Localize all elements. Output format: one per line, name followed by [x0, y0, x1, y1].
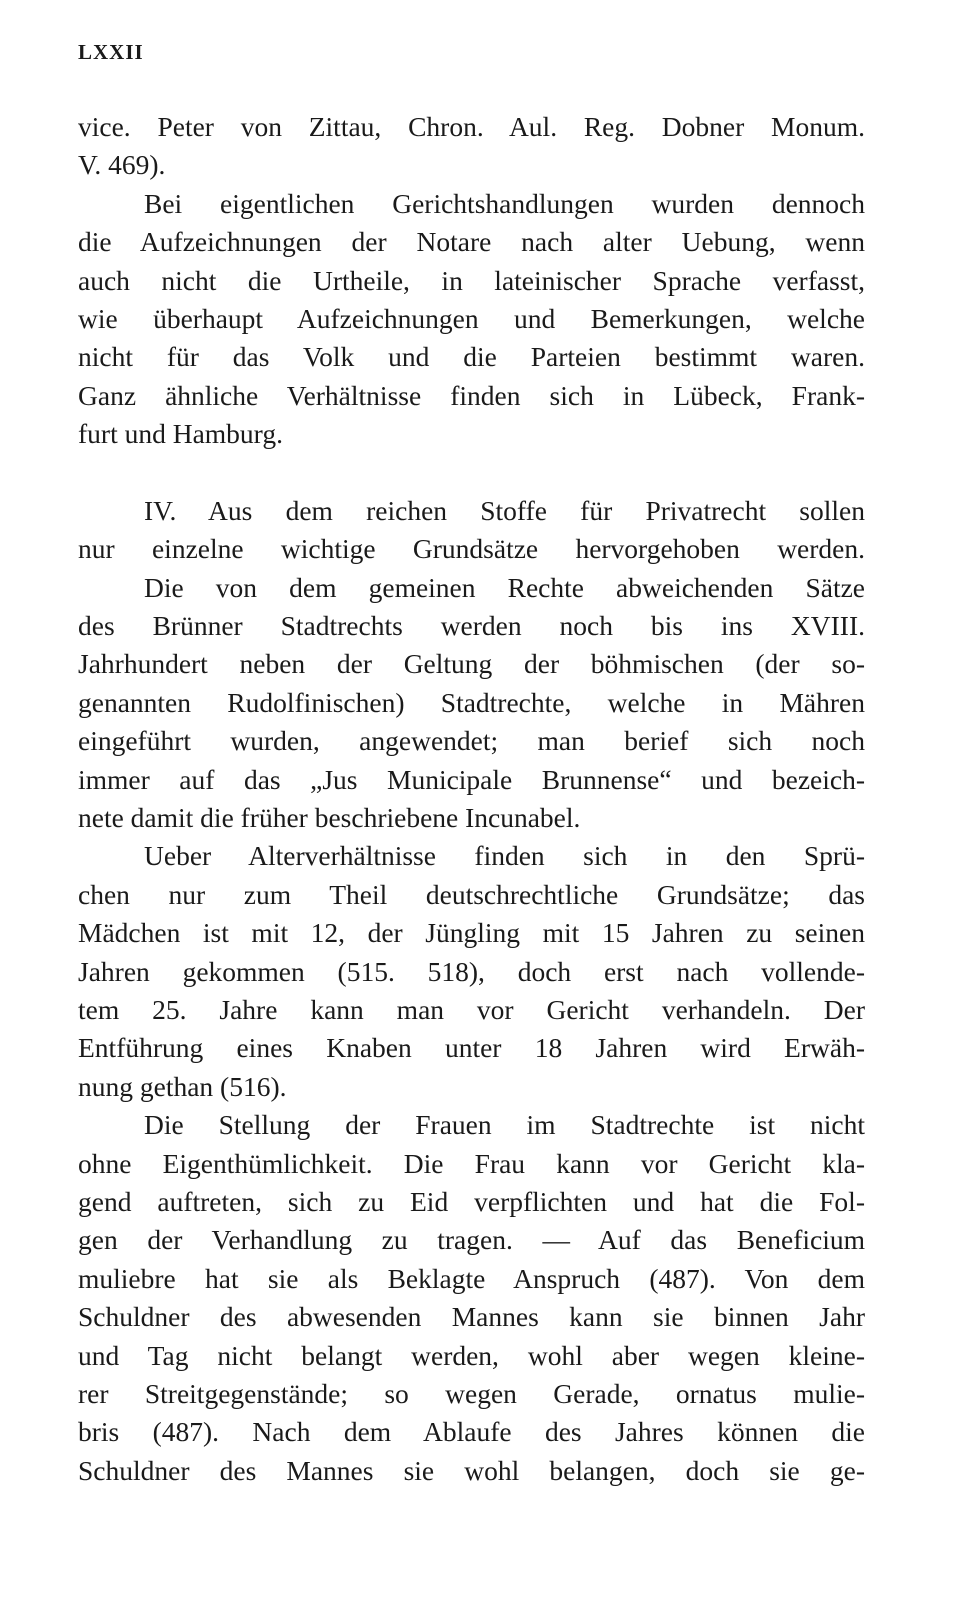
text-line: und Tag nicht belangt werden, wohl aber wegen kleine- [78, 1339, 865, 1371]
text-line: auch nicht die Urtheile, in lateinischer Sprache verfasst, [78, 264, 865, 296]
text-line: des Brünner Stadtrechts werden noch bis ins XVIII. [78, 610, 865, 642]
text-line: Bei eigentlichen Gerichtshandlungen wurden dennoch [144, 187, 865, 219]
text-line: Die Stellung der Frauen im Stadtrechte ist nicht [144, 1109, 865, 1141]
text-line: rer Streitgegenstände; so wegen Gerade, ornatus mulie- [78, 1377, 865, 1409]
text-line: wie überhaupt Aufzeichnungen und Bemerkungen, welche [78, 302, 865, 334]
text-line: gen der Verhandlung zu tragen. — Auf das Beneficium [78, 1224, 865, 1256]
text-line: nicht für das Volk und die Parteien bestimmt waren. [78, 341, 865, 373]
text-line: tem 25. Jahre kann man vor Gericht verhandeln. Der [78, 993, 865, 1025]
text-line: Ganz ähnliche Verhältnisse finden sich in Lübeck, Frank- [78, 379, 865, 411]
text-line: V. 469). [78, 149, 166, 181]
text-line: gend auftreten, sich zu Eid verpflichten und hat die Fol- [78, 1185, 865, 1217]
text-line: Ueber Alterverhältnisse finden sich in den Sprü- [144, 840, 865, 872]
text-line: chen nur zum Theil deutschrechtliche Grundsätze; das [78, 878, 865, 910]
text-line: Jahrhundert neben der Geltung der böhmischen (der so- [78, 648, 865, 680]
text-line: nete damit die früher beschriebene Incunabel. [78, 802, 581, 834]
text-line: nung gethan (516). [78, 1070, 287, 1102]
text-line: Entführung eines Knaben unter 18 Jahren wird Erwäh- [78, 1032, 865, 1064]
text-line: genannten Rudolfinischen) Stadtrechte, welche in Mähren [78, 686, 865, 718]
text-line: bris (487). Nach dem Ablaufe des Jahres können die [78, 1416, 865, 1448]
page-number: LXXII [78, 40, 144, 64]
text-line: die Aufzeichnungen der Notare nach alter Uebung, wenn [78, 226, 865, 258]
text-line: Die von dem gemeinen Rechte abweichenden Sätze [144, 571, 865, 603]
text-line: Mädchen ist mit 12, der Jüngling mit 15 Jahren zu seinen [78, 917, 865, 949]
text-line: immer auf das „Jus Municipale Brunnense“ und bezeich- [78, 763, 865, 795]
text-line: vice. Peter von Zittau, Chron. Aul. Reg. Dobner Monum. [78, 111, 865, 142]
text-line: Schuldner des Mannes sie wohl belangen, doch sie ge- [78, 1454, 865, 1486]
text-line: ohne Eigenthümlichkeit. Die Frau kann vor Gericht kla- [78, 1147, 865, 1179]
text-line: eingeführt wurden, angewendet; man berief sich noch [78, 725, 865, 757]
paragraph-gap [78, 454, 865, 492]
text-line: furt und Hamburg. [78, 418, 283, 450]
body-text [78, 108, 865, 1490]
text-line: IV. Aus dem reichen Stoffe für Privatrecht sollen [144, 494, 865, 526]
text-line: nur einzelne wichtige Grundsätze hervorgehoben werden. [78, 533, 865, 565]
text-line: Schuldner des abwesenden Mannes kann sie binnen Jahr [78, 1301, 865, 1333]
text-line: Jahren gekommen (515. 518), doch erst nach vollende- [78, 955, 865, 987]
text-line: muliebre hat sie als Beklagte Anspruch (487). Von dem [78, 1262, 865, 1294]
